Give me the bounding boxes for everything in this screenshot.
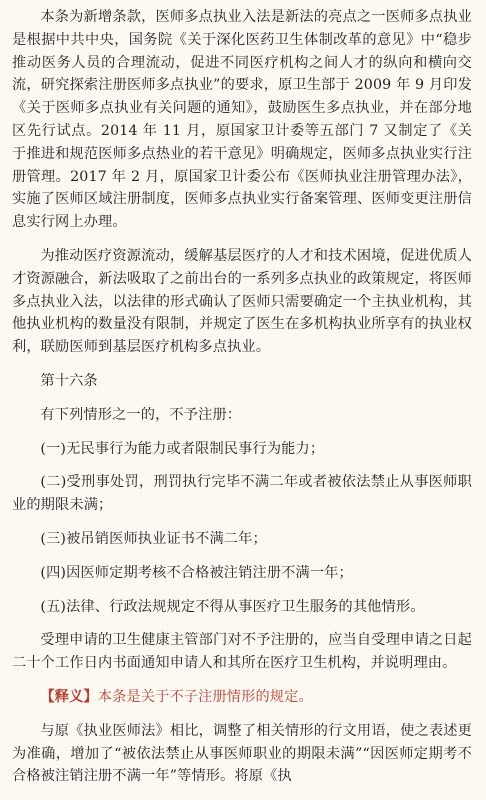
article-notice-paragraph: 受理申请的卫生健康主管部门对不予注册的，应当自受理申请之日起二十个工作日内书面通知申请人和其所在医疗卫生机构，并说明理由。 — [12, 632, 472, 672]
article-title: 第十六条 — [40, 372, 98, 389]
article-item-2: (二)受刑事处罚，刑罚执行完毕不满二年或者被依法禁止从事医师职业的期限未满； — [12, 474, 472, 514]
article-item-3: (三)被吊销医师执业证书不满二年； — [40, 530, 267, 547]
article-intro: 有下列情形之一的，不予注册： — [40, 406, 242, 423]
interpretation-text: 本条是关于不子注册情形的规定。 — [97, 688, 313, 705]
interpretation-label: 【释义】 — [40, 688, 98, 705]
paragraph-multi-site-practice: 本条为新增条款，医师多点执业入法是新法的亮点之一医师多点执业是根据中共中央，国务院《关于深化医药卫生体制改革的意见》中“稳步推动医务人员的合理流动，促进不同医疗机构之间人才的纵向和横向交流，研究探索注册医师多点执业”的要求，原卫生部于 2009 年 9 月印发《关于医师多点执业有关问题的通知》，鼓励医生多点执业，并在部分地区先行试点。2014 年 11 月，原国家卫计委等五部门 7 又制定了《关于推进和规范医师多点热业的若干意见》明确规定，医师多点执业实行注册管理。2017 年 2 月，原国家卫计委公布《医师执业注册管理办法》，实施了医师区域注册制度，医师多点执业实行备案管理、医师变更注册信息实行网上办理。 — [12, 9, 472, 231]
interpretation-line — [12, 686, 472, 709]
article-item-1: (一)无民事行为能力或者限制民事行为能力； — [40, 440, 325, 457]
paragraph-comparison: 与原《执业医师法》相比，调整了相关情形的行文用语，使之表述更为准确，增加了“被依法禁止从事医师职业的期限未满”“因医师定期考不合格被注销注册不满一年”等情形。将原《执 — [12, 722, 472, 785]
article-item-5: (五)法律、行政法规规定不得从事医疗卫生服务的其他情形。 — [40, 598, 425, 615]
paragraph-resource-flow: 为推动医疗资源流动，缓解基层医疗的人才和技术困境，促进优质人才资源融合，新法吸取了之前出台的一系列多点执业的政策规定，将医师多点执业入法，以法律的形式确认了医师只需要确定一个主执业机构，其他执业机构的数量没有限制，并规定了医生在多机构执业所享有的执业权利，联励医师到基层医疗机构多点执业。 — [12, 247, 472, 356]
article-item-4: (四)因医师定期考核不合格被注销注册不满一年； — [40, 564, 353, 581]
